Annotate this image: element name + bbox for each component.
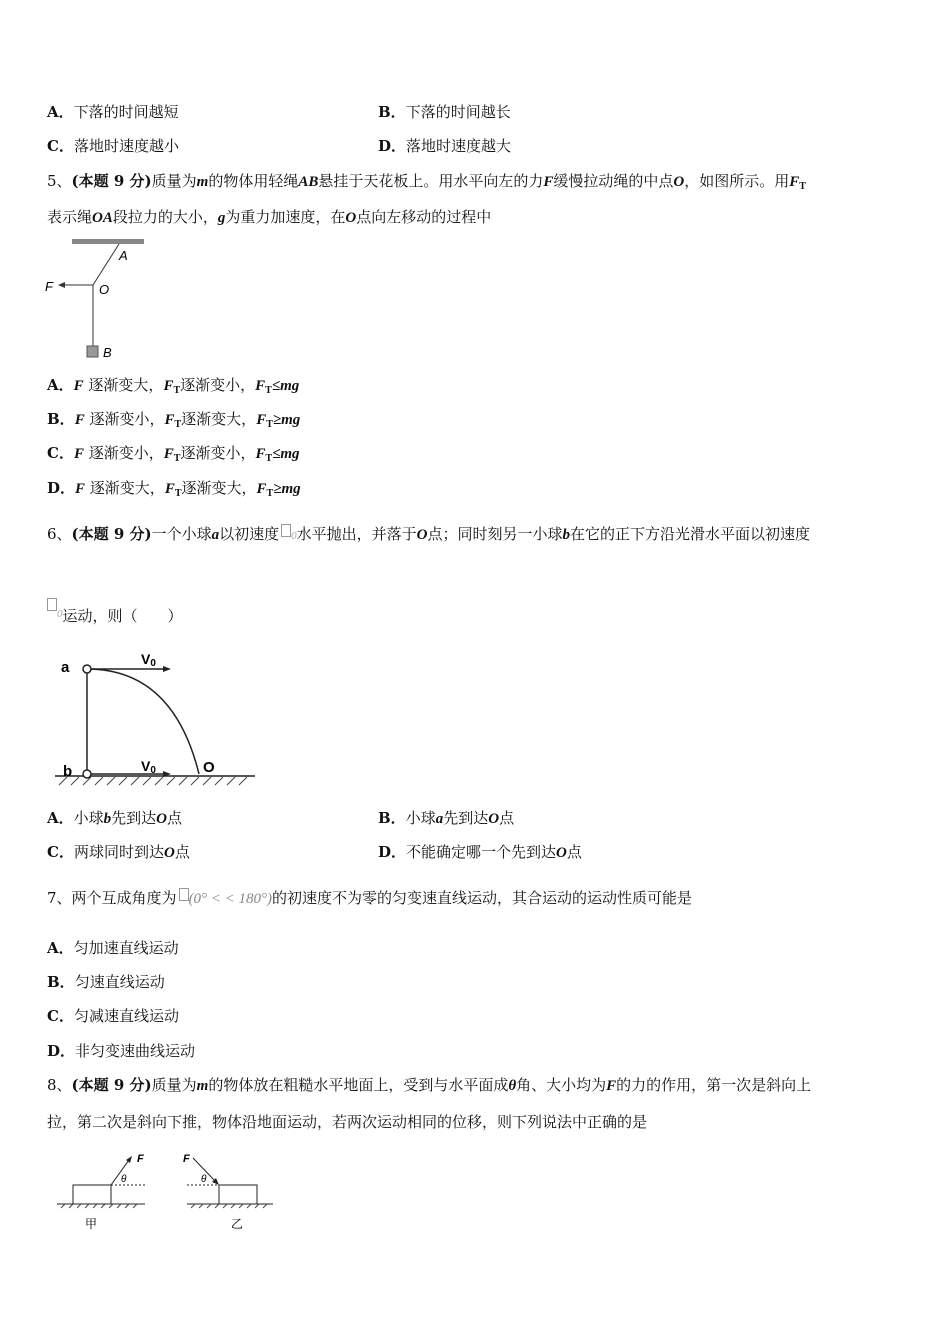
var-o: O [488, 811, 500, 827]
arrow-head-a [163, 666, 171, 672]
stem-text: 点向左移动的过程中 [356, 208, 492, 226]
q7-option-b[interactable] [47, 972, 165, 992]
option-letter: A． [47, 939, 74, 957]
var-o: O [416, 527, 428, 543]
relation: ≤ [271, 378, 281, 394]
option-text: 逐渐变大， [83, 376, 164, 394]
q6-option-c[interactable] [47, 842, 190, 863]
q6-option-a[interactable] [47, 808, 182, 829]
stem-text: 水平抛出，并落于 [296, 525, 417, 543]
q8-stem-line2 [47, 1112, 647, 1132]
option-letter: A． [47, 376, 74, 394]
option-text: 下落的时间越长 [405, 103, 511, 121]
label-a: a [61, 659, 70, 676]
q6-stem-line2 [47, 598, 183, 626]
label-theta-jia: θ [121, 1174, 127, 1185]
missing-glyph-icon [281, 524, 291, 537]
option-letter: B． [47, 973, 75, 991]
var-a: a [211, 527, 220, 543]
stem-text: 质量为 [151, 172, 197, 190]
v0-subscript: 0 [291, 530, 297, 542]
option-text: 点 [566, 843, 582, 861]
q4-option-a[interactable] [47, 102, 179, 122]
var-ft: F [789, 174, 800, 190]
option-text: 匀加速直线运动 [73, 939, 179, 957]
option-letter: B． [378, 809, 406, 827]
caption-jia: 甲 [85, 1217, 98, 1231]
question-number: 5、 [47, 172, 72, 190]
var-ft-sub: T [266, 488, 274, 499]
var-b: b [562, 527, 571, 543]
label-f: F [45, 279, 53, 294]
ground-hatch-jia [61, 1204, 137, 1208]
stem-text: 两个互成角度为 [71, 889, 177, 907]
var-f: F [73, 378, 84, 394]
stem-text: 以初速度 [219, 525, 280, 543]
option-text: 两球同时到达 [73, 843, 164, 861]
option-text: 匀减速直线运动 [73, 1007, 179, 1025]
option-text: 逐渐变小， [84, 410, 165, 428]
option-text: 逐渐变小， [180, 376, 256, 394]
label-b: b [63, 763, 73, 780]
missing-glyph-icon [179, 888, 189, 901]
option-letter: B． [378, 103, 406, 121]
stem-text: 点；同时刻另一小球 [427, 525, 563, 543]
var-f: F [74, 412, 85, 428]
option-letter: C． [47, 137, 74, 155]
label-f-jia: F [137, 1153, 144, 1165]
q5-stem-line2 [47, 207, 491, 228]
option-text: 不能确定哪一个先到达 [406, 843, 557, 861]
stem-text: 的物体放在粗糙水平地面上，受到与水平面成 [208, 1076, 509, 1094]
q5-option-c[interactable] [47, 443, 300, 469]
option-letter: B． [47, 410, 75, 428]
var-mg: mg [281, 481, 301, 497]
stem-text: 的力的作用，第一次是斜向上 [616, 1076, 812, 1094]
score-tag: (本题 9 分) [71, 525, 152, 543]
var-o: O [163, 845, 175, 861]
q5-stem-line1 [47, 171, 806, 197]
label-a: A [119, 248, 128, 263]
var-ft-sub: T [174, 488, 182, 499]
stem-text: 一个小球 [151, 525, 212, 543]
var-ft-sub: T [173, 385, 181, 396]
ball-b [83, 770, 91, 778]
rope-oa [93, 244, 119, 285]
stem-text: 段拉力的大小， [112, 208, 218, 226]
var-ft-sub: T [173, 453, 181, 464]
var-f: F [73, 446, 84, 462]
stem-text: 在它的正下方沿光滑水平面以初速度 [570, 525, 811, 543]
block-jia [73, 1185, 111, 1204]
arrow-head-jia [126, 1156, 132, 1163]
option-letter: D． [47, 1042, 76, 1060]
label-o: O [203, 759, 215, 776]
stem-text: 拉，第二次是斜向下推，物体沿地面运动，若两次运动相同的位移，则下列说法中正确的是 [47, 1113, 648, 1131]
angle-range: (0° < < 180°) [188, 891, 273, 907]
option-text: 匀速直线运动 [74, 973, 165, 991]
option-letter: C． [47, 444, 74, 462]
option-letter: C． [47, 1007, 74, 1025]
option-text: 落地时速度越小 [73, 137, 179, 155]
option-text: 下落的时间越短 [73, 103, 179, 121]
var-f: F [75, 481, 86, 497]
var-ft: F [255, 446, 266, 462]
var-oa: OA [92, 210, 113, 226]
stem-text: 为重力加速度，在 [225, 208, 346, 226]
q7-option-c[interactable] [47, 1006, 179, 1026]
option-text: 先到达 [443, 809, 489, 827]
var-ft: F [163, 446, 174, 462]
label-theta-yi: θ [201, 1174, 207, 1185]
stem-text: 运动，则（ ） [62, 607, 183, 625]
q5-option-d[interactable] [47, 478, 301, 504]
var-ft-sub: T [174, 419, 182, 430]
var-o: O [673, 174, 685, 190]
option-letter: C． [47, 843, 74, 861]
option-letter: D． [47, 479, 76, 497]
q8-stem-line1 [47, 1075, 811, 1096]
var-ball: b [103, 811, 112, 827]
stem-text: 角、大小均为 [516, 1076, 607, 1094]
q5-option-b[interactable] [47, 409, 300, 435]
option-text: 小球 [405, 809, 436, 827]
q7-stem [47, 888, 692, 909]
stem-text: 的物体用轻绳 [208, 172, 299, 190]
var-m: m [196, 174, 209, 190]
arrow-head [58, 282, 65, 288]
question-number: 8、 [47, 1076, 72, 1094]
label-v0-top: V0 [141, 651, 156, 669]
block-b [87, 346, 98, 357]
option-text: 点 [174, 843, 190, 861]
q4-option-d[interactable] [378, 136, 511, 156]
question-number: 6、 [47, 525, 72, 543]
stem-text: 缓慢拉动绳的中点 [553, 172, 674, 190]
var-mg: mg [280, 446, 300, 462]
var-ft-sub: T [265, 453, 273, 464]
option-text: 小球 [73, 809, 104, 827]
stem-text: 质量为 [151, 1076, 197, 1094]
var-ft: F [163, 378, 174, 394]
q5-option-a[interactable] [47, 375, 299, 401]
var-o: O [556, 845, 567, 861]
var-g: g [217, 210, 226, 226]
q6-stem-line1 [47, 524, 810, 546]
var-ft: F [164, 481, 175, 497]
q7-option-d[interactable] [47, 1041, 195, 1061]
option-text: 点 [499, 809, 515, 827]
q4-option-b[interactable] [378, 102, 511, 122]
ground-hatch-yi [191, 1204, 267, 1208]
option-text: 非匀变速曲线运动 [75, 1042, 196, 1060]
option-text: 落地时速度越大 [406, 137, 512, 155]
v0-subscript: 0 [57, 608, 63, 620]
option-letter: A． [47, 103, 74, 121]
var-ft: F [164, 412, 175, 428]
q6-option-d[interactable] [378, 842, 582, 863]
var-ft-sub: T [265, 385, 272, 396]
q6-option-b[interactable] [378, 808, 514, 829]
var-ft: F [256, 481, 267, 497]
ball-a [83, 665, 91, 673]
ceiling [72, 239, 144, 244]
score-tag: (本题 9 分) [71, 172, 152, 190]
option-letter: D． [378, 843, 407, 861]
label-v0-bottom: V0 [141, 758, 156, 776]
q4-option-c[interactable] [47, 136, 179, 156]
var-f: F [543, 174, 554, 190]
var-ft-sub: T [266, 419, 273, 430]
var-ft: F [255, 378, 266, 394]
stem-text: 表示绳 [47, 208, 93, 226]
label-f-yi: F [183, 1153, 190, 1165]
var-ab: AB [298, 174, 319, 190]
option-text: 逐渐变小， [83, 444, 164, 462]
option-text: 逐渐变大， [181, 410, 257, 428]
q7-option-a[interactable] [47, 938, 179, 958]
var-ft-sub: T [799, 181, 806, 192]
q5-figure [40, 235, 160, 365]
option-text: 先到达 [111, 809, 157, 827]
relation: ≥ [273, 481, 282, 497]
var-o: O [156, 811, 168, 827]
var-mg: mg [280, 378, 300, 394]
option-letter: D． [378, 137, 407, 155]
stem-text: ，如图所示。用 [684, 172, 790, 190]
missing-glyph-icon [47, 598, 57, 611]
label-o: O [99, 282, 110, 297]
var-o: O [345, 210, 357, 226]
var-mg: mg [281, 412, 301, 428]
label-b: B [103, 345, 112, 360]
var-theta: θ [508, 1078, 517, 1094]
stem-text: 的初速度不为零的匀变速直线运动，其合运动的运动性质可能是 [272, 889, 693, 907]
option-text: 逐渐变小， [180, 444, 256, 462]
var-m: m [196, 1078, 209, 1094]
relation: ≤ [272, 446, 281, 462]
relation: ≥ [272, 412, 282, 428]
option-text: 逐渐变大， [85, 479, 165, 497]
question-number: 7、 [47, 889, 72, 907]
stem-text: 悬挂于天花板上。用水平向左的力 [318, 172, 544, 190]
var-ball: a [435, 811, 444, 827]
var-ft: F [256, 412, 267, 428]
score-tag: (本题 9 分) [71, 1076, 152, 1094]
q8-figure [55, 1148, 280, 1238]
caption-yi: 乙 [231, 1217, 244, 1231]
var-f: F [606, 1078, 617, 1094]
q6-figure [55, 650, 260, 790]
option-letter: A． [47, 809, 74, 827]
option-text: 逐渐变大， [181, 479, 257, 497]
block-yi [219, 1185, 257, 1204]
option-text: 点 [167, 809, 183, 827]
